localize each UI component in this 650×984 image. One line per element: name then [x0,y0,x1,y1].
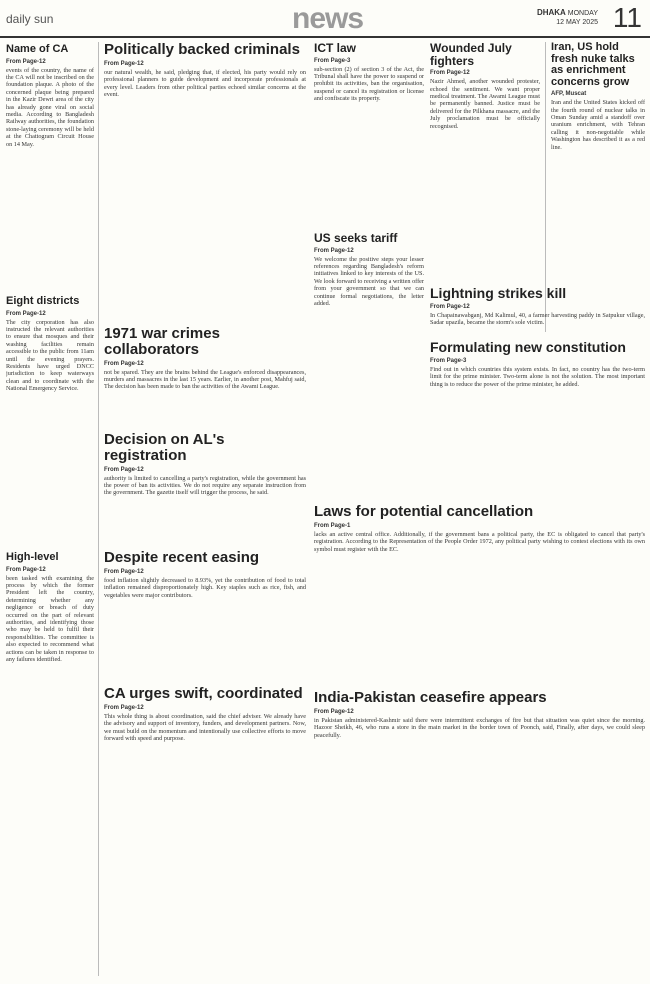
source-line: From Page-12 [430,70,470,77]
source-line: From Page-12 [430,303,470,310]
article-decision-al [104,432,306,546]
article-collaborators [104,326,306,426]
dateline-city: DHAKA [536,8,566,17]
article-body: in Pakistan administered-Kashmir said there were intermittent exchanges of fire but that situation was quiet since the morning. Hazoor Sheikh, 46, who runs a store in the main market in the border town of Poonch, said, Finally, after days, we could sleep peacefully. [314,716,645,739]
headline: High-level [6,552,59,563]
source-line: From Page-3 [430,357,467,364]
column-rule [98,42,99,976]
brand-name: daily sun [6,12,54,26]
article-body: Iran and the United States kicked off the fourth round of nuclear talks in Oman Sunday amid a standoff over uranium enrichment, with Tehran calling it non-negotiable while Washington has described it as a red line. [551,99,645,151]
article-ceasefire [314,690,645,976]
article-wounded [430,42,540,282]
headline: Name of CA [6,44,69,55]
source-line: From Page-12 [104,466,144,473]
headline: Decision on AL's registration [104,432,225,464]
dateline-day: MONDAY [567,10,598,17]
article-politically-backed [104,42,306,322]
article-body: sub-section (2) of section 3 of the Act, the Tribunal shall have the power to suspend or prohibit its activities, ban the organisation, suspend or cancel its registration or license and confiscate its property. [314,65,424,103]
source-line: From Page-12 [6,58,46,65]
source-line: From Page-12 [104,704,144,711]
source-line: From Page-12 [6,566,46,573]
article-body: been tasked with examining the process by which the former President left the country, determining whether any negligence or breach of duty occurred on the part of relevant authorities, and identifying those who may be held to fulfil their responsibilities. The committee is also expected to recommend what actions can be taken in response to any failures identified. [6,574,94,664]
source-line: From Page-1 [314,522,351,529]
headline: Formulating new constitution [430,340,626,355]
source-line: From Page-12 [6,310,46,317]
masthead [0,0,650,38]
article-body: our natural wealth, he said, pledging that, if elected, his party would rely on professional planners to guide development and incorporate professionals at every level. Leaders from other political parties echoed similar concerns at the event. [104,68,306,98]
headline: Iran, US hold fresh nuke talks as enrichment concerns grow [551,42,635,88]
headline: India-Pakistan ceasefire appears [314,690,547,706]
article-lightning [430,286,645,336]
source-line: From Page-12 [104,60,144,67]
article-body: events of the country, the name of the CA will not be inscribed on the foundation plaque. A photo of the concerned plaque being prepared in the Kazir Dewri area of the city has already gone viral on social media. According to Bangladesh Railway authorities, the foundation stone-laying ceremony will be held at the Chattogram Circuit House on 14 May. [6,66,94,148]
article-body: In Chapainawabganj, Md Kalimul, 40, a farmer harvesting paddy in Satpukur village, Sadar upazila, became the storm's sole victim. [430,311,645,327]
article-body: We welcome the positive steps your lesser references regarding Bangladesh's reform initiatives linked to key interests of the US. We look forward to receiving a written offer from your government so that we can continue formal negotiations, the letter added. [314,255,424,308]
article-ca-urges [104,686,306,976]
section-title: news [292,2,364,35]
article-eight-districts [6,296,94,546]
source-line: From Page-12 [314,708,354,715]
source-line: From Page-3 [314,57,351,64]
article-body: not be spared. They are the brains behind the League's enforced disappearances, murders and massacres in the last 15 years. Earlier, in another post, Mahfuj said, The decision has been made to ban the activities of the Awami League. [104,368,306,391]
brand-logo [6,12,53,26]
dateline-date: 12 MAY 2025 [556,19,598,26]
headline: Eight districts [6,296,80,307]
headline: Wounded July fighters [430,42,512,68]
article-constitution [430,340,645,500]
article-ict-law [314,42,424,224]
headline: Despite recent easing [104,550,260,566]
article-laws-cancellation [314,504,645,686]
article-inflation [104,550,306,676]
article-body: food inflation slightly decreased to 8.93%, yet the contribution of food to total inflation remained disproportionately high. Key staples such as rice, fish, and vegetables were major contributors. [104,576,306,599]
source-line: From Page-12 [104,568,144,575]
article-high-level [6,552,94,976]
headline: Lightning strikes kill [430,286,567,301]
page-number: 11 [612,2,642,33]
headline: Politically backed criminals [104,42,300,58]
headline: CA urges swift, coordinated [104,686,303,702]
source-line: AFP, Muscat [551,91,587,98]
article-us-seeks [314,232,424,362]
dateline [537,8,598,27]
source-line: From Page-12 [314,247,354,254]
article-body: lacks an active central office. Additionally, if the government bans a political party, the EC is obligated to cancel that party's registration. According to the Representation of the People Order 1972, any political party wishing to contest elections with its own symbol must register with the EC. [314,530,645,553]
headline: ICT law [314,42,357,55]
headline: 1971 war crimes collaborators [104,326,220,358]
article-body: This whole thing is about coordination, said the chief adviser. We already have the advisory and support of inventory, funders, and development partners. Now, we must build on the momentum and intentionally use collective efforts to move forward with speed and purpose. [104,712,306,742]
article-body: Find out in which countries this system exists. In fact, no country has the two-term limit for the prime minister. Two-term alone is not the solution. The most important thing is to reduce the power of the prime minister, he added. [430,365,645,388]
article-body: Nazir Ahmed, another wounded protester, echoed the sentiment. We want proper medical treatment. The Awami League must be permanently banned. Justice must be delivered for the Pilkhana massacre, and the July proclamation must be officially recognised. [430,78,540,130]
headline: Laws for potential cancellation [314,504,534,520]
article-name-of-ca [6,44,94,290]
article-body: The city corporation has also instructed the relevant authorities to ensure that mosques and their washing facilities remain accessible to the public from 11am until the evening prayers. Residents have urged DNCC jurisdiction to keep waterways clean and to coordinate with the National Emergency Service. [6,318,94,393]
source-line: From Page-12 [104,360,144,367]
article-body: authority is limited to cancelling a party's registration, while the government has the power of ban its activities. We do not require any separate instruction from the government. The gazette itself will trigger the process, he said. [104,474,306,497]
headline: US seeks tariff [314,232,398,245]
